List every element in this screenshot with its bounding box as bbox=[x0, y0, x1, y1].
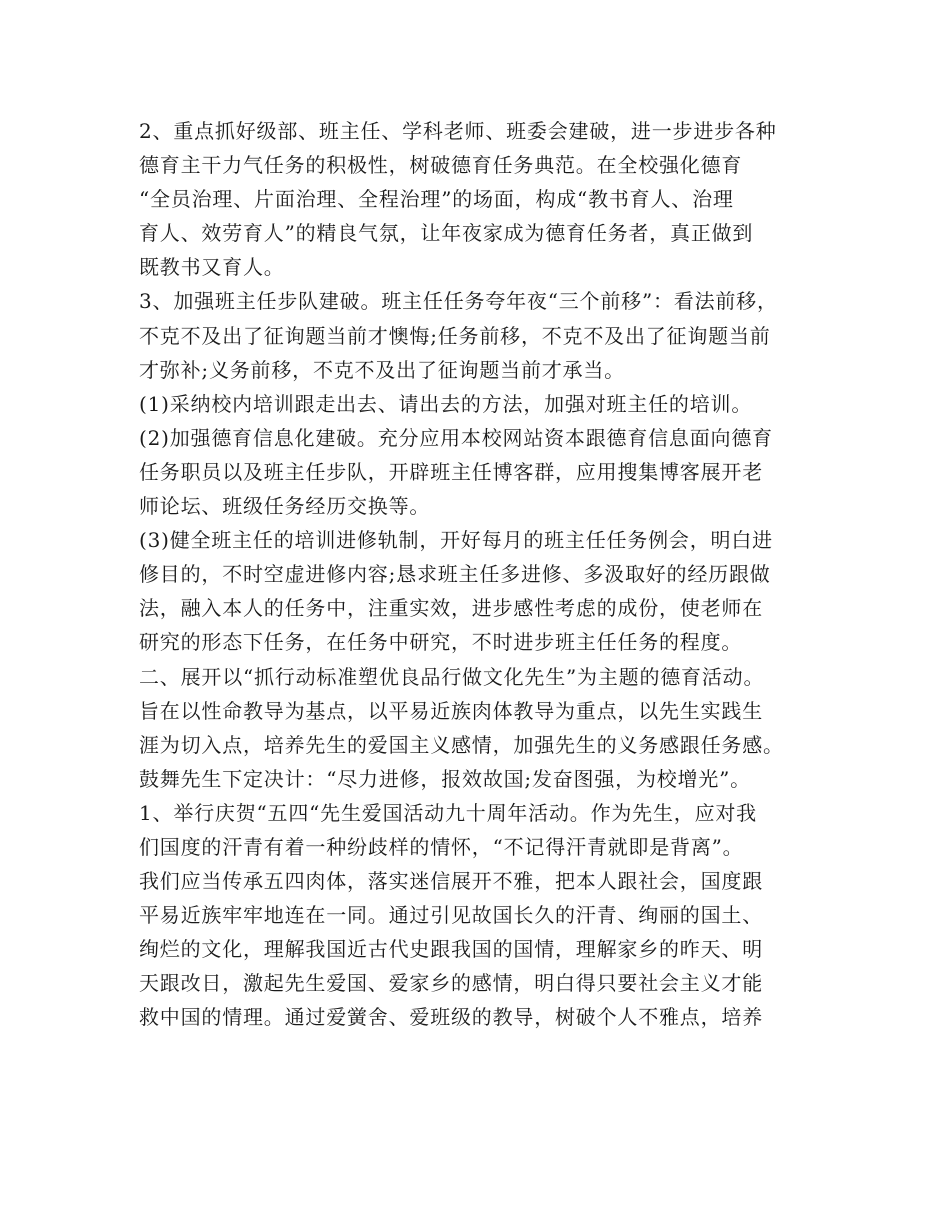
text-line-24: 平易近族牢牢地连在一同。通过引见故国长久的汗青、绚丽的国土、 bbox=[139, 903, 763, 928]
document-body bbox=[139, 114, 829, 1035]
text-line-19: 涯为切入点，培养先生的爱国主义感情，加强先生的义务感跟任务感。 bbox=[139, 732, 784, 757]
text-line-15: 法，融入本人的任务中，注重实效，进步感性考虑的成份，使老师在 bbox=[139, 596, 763, 621]
text-line-10: (2)加强德育信息化建破。充分应用本校网站资本跟德育信息面向德育 bbox=[139, 425, 773, 450]
text-line-23: 我们应当传承五四肉体，落实迷信展开不雅，把本人跟社会，国度跟 bbox=[139, 869, 763, 894]
text-line-9: (1)采纳校内培训跟走出去、请出去的方法，加强对班主任的培训。 bbox=[139, 391, 753, 416]
text-line-1: 2、重点抓好级部、班主任、学科老师、班委会建破，进一步进步各种 bbox=[139, 119, 777, 143]
text-line-2: 德育主干力气任务的积极性，树破德育任务典范。在全校强化德育 bbox=[139, 153, 743, 178]
text-line-26: 天跟改日，激起先生爱国、爱家乡的感情，明白得只要社会主义才能 bbox=[139, 971, 763, 996]
text-line-6: 3、加强班主任步队建破。班主任任务夸年夜“三个前移”：看法前移， bbox=[139, 289, 778, 314]
text-line-7: 不克不及出了征询题当前才懊悔;任务前移，不克不及出了征询题当前 bbox=[139, 323, 771, 348]
text-line-12: 师论坛、班级任务经历交换等。 bbox=[139, 494, 431, 519]
text-line-5: 既教书又育人。 bbox=[139, 255, 285, 280]
text-line-27: 救中国的情理。通过爱黉舍、爱班级的教导，树破个人不雅点，培养 bbox=[139, 1005, 763, 1030]
text-line-17: 二、展开以“抓行动标准塑优良品行做文化先生”为主题的德育活动。 bbox=[139, 664, 765, 689]
text-line-11: 任务职员以及班主任步队，开辟班主任博客群，应用搜集博客展开老 bbox=[139, 459, 763, 484]
text-line-13: (3)健全班主任的培训进修轨制，开好每月的班主任任务例会，明白进 bbox=[139, 528, 773, 553]
text-line-16: 研究的形态下任务，在任务中研究，不时进步班主任任务的程度。 bbox=[139, 630, 743, 655]
text-line-22: 们国度的汗青有着一种纷歧样的情怀，“不记得汗青就即是背离”。 bbox=[139, 834, 744, 859]
text-line-3: “全员治理、片面治理、全程治理”的场面，构成“教书育人、治理 bbox=[139, 187, 734, 212]
text-line-18: 旨在以性命教导为基点，以平易近族肉体教导为重点，以先生实践生 bbox=[139, 698, 763, 723]
text-line-25: 绚烂的文化，理解我国近古代史跟我国的国情，理解家乡的昨天、明 bbox=[139, 937, 763, 962]
text-line-20: 鼓舞先生下定决计：“尽力进修，报效故国;发奋图强，为校增光”。 bbox=[139, 766, 751, 791]
text-line-8: 才弥补;义务前移，不克不及出了征询题当前才承当。 bbox=[139, 357, 625, 382]
text-line-14: 修目的，不时空虚进修内容;恳求班主任多进修、多汲取好的经历跟做 bbox=[139, 562, 771, 587]
text-line-21: 1、举行庆贺“五四“先生爱国活动九十周年活动。作为先生，应对我 bbox=[139, 800, 757, 825]
text-line-4: 育人、效劳育人”的精良气氛，让年夜家成为德育任务者，真正做到 bbox=[139, 221, 754, 246]
